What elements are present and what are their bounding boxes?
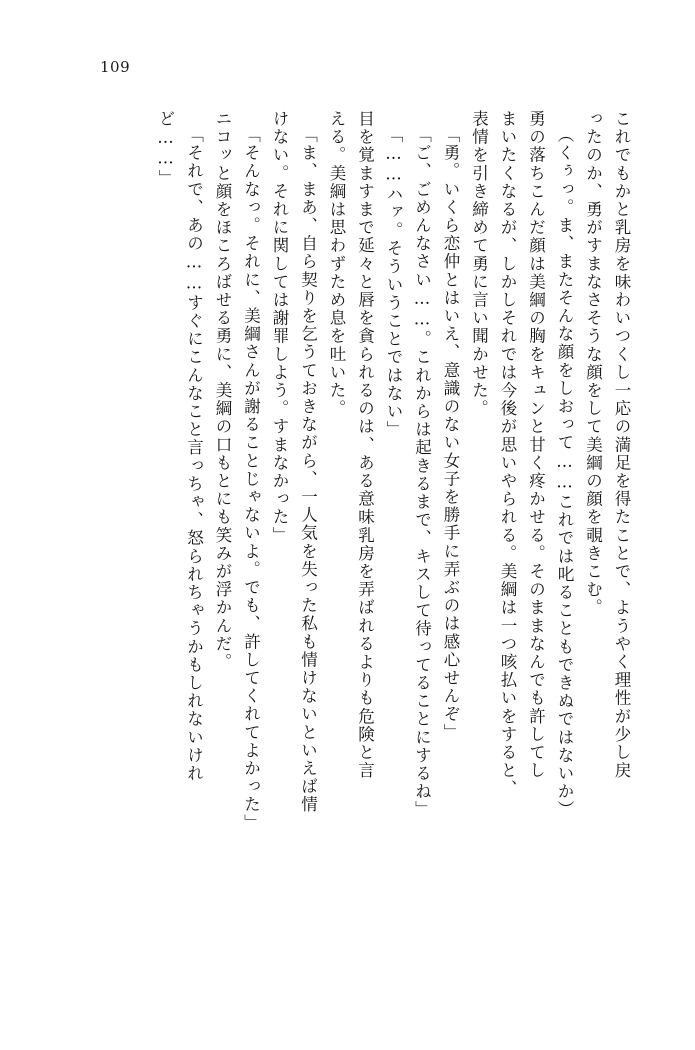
text-line: 勇の落ちこんだ顔は美綱の胸をキュンと甘く疼かせる。そのままなんでも許してし	[526, 110, 546, 780]
text-line: まいたくなるが、しかしそれでは今後が思いやられる。美綱は一つ咳払いをすると、	[498, 110, 517, 798]
text-line: 「……ハァ。そういうことではない」	[384, 126, 403, 439]
vertical-text-block	[62, 110, 635, 955]
text-line: える。美綱は思わずため息を吐いた。	[327, 110, 346, 418]
text-line: 目を覚ますまで延々と唇を貪られるのは、ある意味乳房を弄ばれるよりも危険と言	[355, 110, 375, 780]
page-number: 109	[100, 58, 131, 76]
text-line: これでもかと乳房を味わいつくし一応の満足を得たことで、ようやく理性が少し戻	[612, 110, 631, 780]
text-line: 「勇。いくら恋仲とはいえ、意識のない女子を勝手に弄ぶのは感心せんぞ」	[441, 126, 460, 742]
text-line: ったのか、勇がすまなさそうな顔をして美綱の顔を覗きこむ。	[583, 110, 603, 617]
text-line: 「ご、ごめんなさい……。これからは起きるまで、キスして待ってることにするね」	[412, 126, 432, 819]
text-line: けない。それに関しては謝罪しよう。すまなかった」	[270, 110, 289, 545]
text-line: 「それで、あの……すぐにこんなこと言っちゃ、怒られちゃうかもしれないけれ	[184, 126, 204, 783]
text-line: ニコッと顔をほころばせる勇に、美綱の口もとにも笑みが浮かんだ。	[213, 110, 232, 672]
text-line: 表情を引き締めて勇に言い聞かせた。	[469, 110, 489, 418]
text-line: （くぅっ。ま、またそんな顔をしおって……これでは叱ることもできぬではないか）	[555, 126, 574, 819]
text-line: 「そんなっ。それに、美綱さんが謝ることじゃないよ。でも、許してくれてよかった」	[241, 126, 261, 832]
text-line: ど……」	[156, 110, 175, 188]
text-line: 「ま、まあ、自ら契りを乞うておきながら、一人気を失った私も情けないといえば情	[298, 126, 318, 814]
